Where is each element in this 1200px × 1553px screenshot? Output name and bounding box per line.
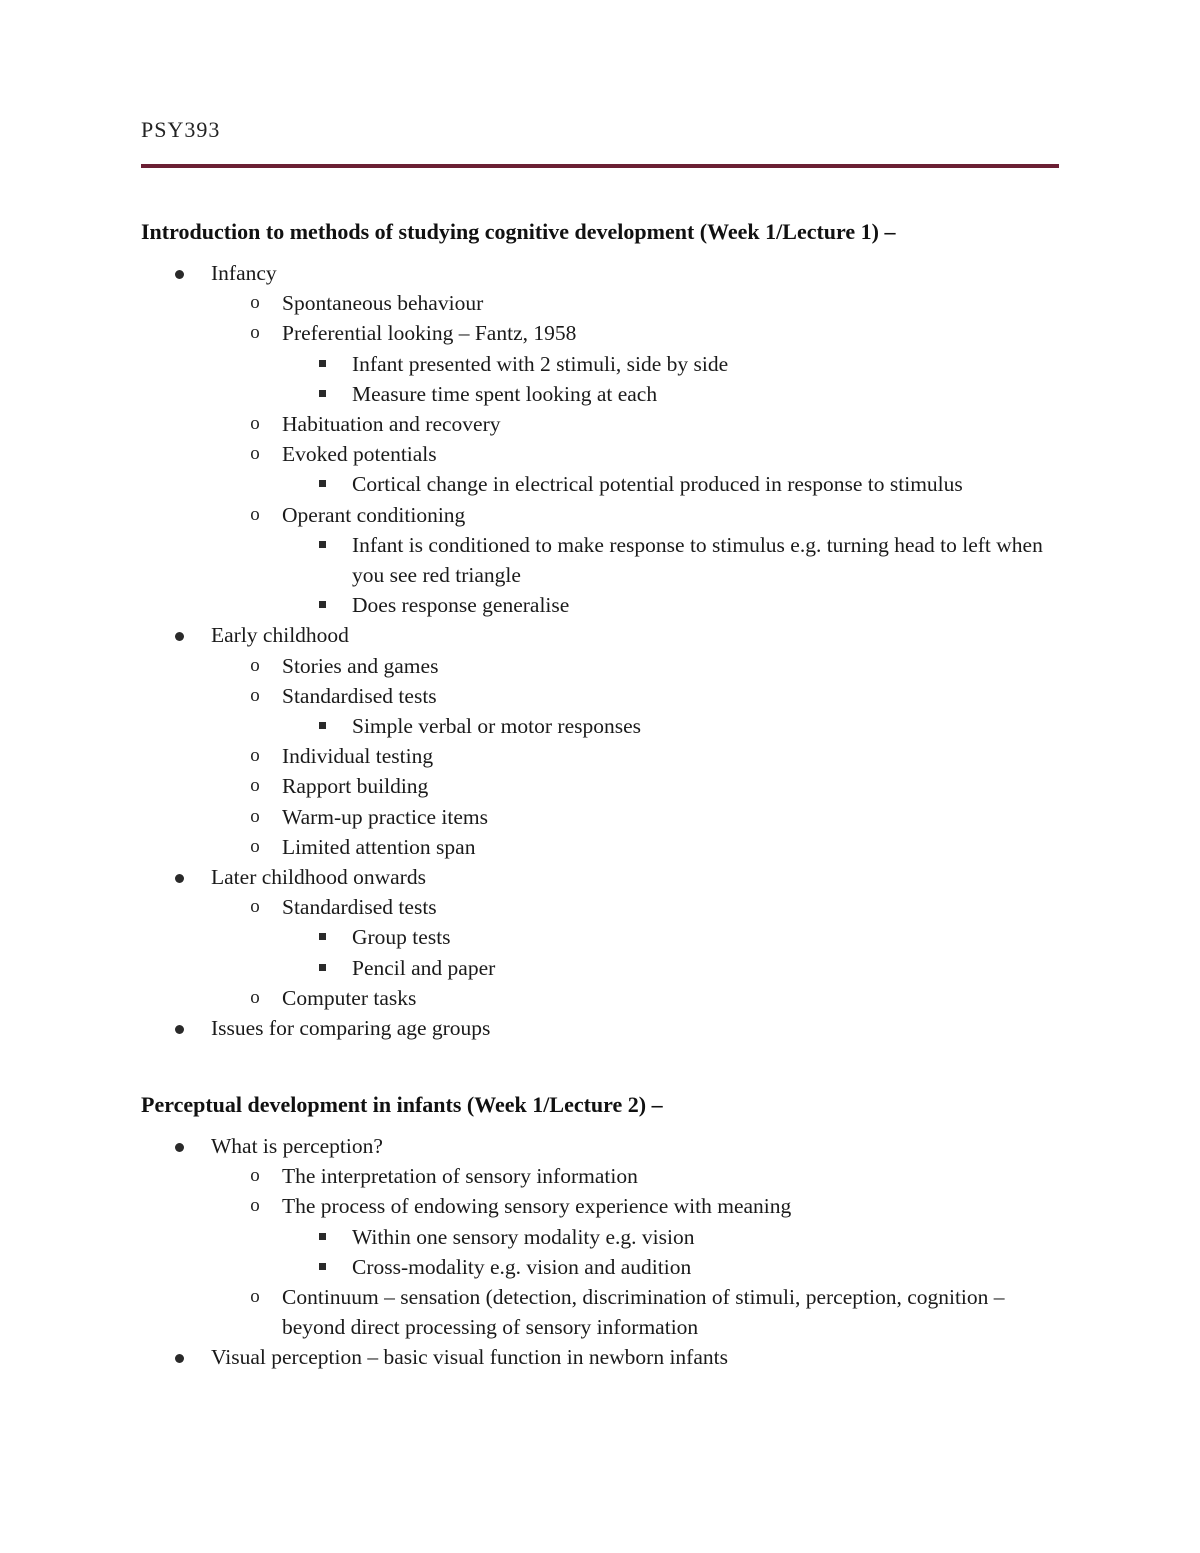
bullet-circle-icon: o: [250, 322, 260, 344]
list-item-text: Individual testing: [282, 744, 434, 769]
bullet-square-icon: [319, 1263, 326, 1270]
list-item-text: Habituation and recovery: [282, 412, 501, 437]
bullet-square-icon: [319, 360, 326, 367]
bullet-square-icon: [319, 1233, 326, 1240]
section-heading-week1-lecture2: Perceptual development in infants (Week 1/Lecture 2) –: [141, 1092, 663, 1117]
bullet-square-icon: [319, 601, 326, 608]
bullet-circle-icon: o: [250, 684, 260, 706]
bullet-circle-icon: o: [250, 1165, 260, 1187]
list-item: [0, 409, 1200, 439]
bullet-circle-icon: o: [250, 292, 260, 314]
list-item-text: Operant conditioning: [282, 502, 466, 527]
bullet-square-icon: [319, 541, 326, 548]
list-item: [0, 802, 1200, 832]
course-code: PSY393: [141, 117, 221, 142]
list-item: [0, 1342, 1200, 1372]
bullet-disc-icon: [175, 874, 184, 883]
list-item-text: Infant presented with 2 stimuli, side by side: [352, 351, 729, 376]
bullet-circle-icon: o: [250, 775, 260, 797]
list-item-text: Within one sensory modality e.g. vision: [352, 1224, 695, 1249]
list-item-text: Infant is conditioned to make response to stimulus e.g. turning head to left when you see red triangle: [352, 532, 1043, 588]
list-item: [0, 1161, 1200, 1191]
bullet-square-icon: [319, 964, 326, 971]
bullet-square-icon: [319, 480, 326, 487]
list-item-text: Group tests: [352, 925, 451, 950]
list-item-text: Limited attention span: [282, 834, 476, 859]
bullet-circle-icon: o: [250, 503, 260, 525]
bullet-circle-icon: o: [250, 745, 260, 767]
list-item-text: The process of endowing sensory experience with meaning: [282, 1194, 792, 1219]
bullet-circle-icon: o: [250, 413, 260, 435]
list-item-text: Preferential looking – Fantz, 1958: [282, 321, 577, 346]
bullet-square-icon: [319, 390, 326, 397]
bullet-disc-icon: [175, 1025, 184, 1034]
list-item-text: Spontaneous behaviour: [282, 291, 484, 316]
bullet-circle-icon: o: [250, 986, 260, 1008]
list-item: [0, 1013, 1200, 1043]
list-item: [0, 590, 1200, 620]
bullet-circle-icon: o: [250, 1286, 260, 1308]
bullet-disc-icon: [175, 632, 184, 641]
list-item: [0, 1191, 1200, 1221]
section-heading-week1-lecture1: Introduction to methods of studying cognitive development (Week 1/Lecture 1) –: [141, 219, 896, 244]
list-item-text: Pencil and paper: [352, 955, 496, 980]
list-item: [0, 1282, 1200, 1342]
list-item-text: The interpretation of sensory information: [282, 1164, 638, 1189]
list-item: [0, 258, 1200, 288]
bullet-square-icon: [319, 933, 326, 940]
list-item: [0, 651, 1200, 681]
list-item-text: Cross-modality e.g. vision and audition: [352, 1254, 692, 1279]
list-item-text: Standardised tests: [282, 895, 437, 920]
list-item: [0, 832, 1200, 862]
list-item: [0, 1131, 1200, 1161]
list-item-text: Infancy: [211, 261, 277, 285]
list-item-text: Simple verbal or motor responses: [352, 714, 642, 739]
list-item: [0, 862, 1200, 892]
list-item: [0, 983, 1200, 1013]
bullet-circle-icon: o: [250, 835, 260, 857]
list-item-text: Later childhood onwards: [211, 865, 426, 890]
bullet-disc-icon: [175, 1354, 184, 1363]
bullet-square-icon: [319, 722, 326, 729]
list-item-text: Visual perception – basic visual function in newborn infants: [211, 1345, 728, 1370]
list-item-text: What is perception?: [211, 1134, 383, 1158]
list-item-text: Does response generalise: [352, 593, 570, 618]
list-item-text: Rapport building: [282, 774, 429, 799]
list-item: [0, 379, 1200, 409]
list-item: [0, 288, 1200, 318]
list-item-text: Issues for comparing age groups: [211, 1016, 491, 1041]
list-item-text: Stories and games: [282, 653, 439, 678]
list-item: [0, 530, 1200, 590]
section1-outline: [0, 258, 1200, 1043]
list-item: [0, 771, 1200, 801]
list-item-text: Measure time spent looking at each: [352, 381, 658, 406]
list-item: [0, 1222, 1200, 1252]
header-rule: [141, 164, 1059, 168]
bullet-disc-icon: [175, 270, 184, 279]
list-item-text: Standardised tests: [282, 683, 437, 708]
list-item-text: Cortical change in electrical potential produced in response to stimulus: [352, 472, 963, 497]
list-item: [0, 349, 1200, 379]
list-item: [0, 922, 1200, 952]
list-item: [0, 500, 1200, 530]
list-item-text: Computer tasks: [282, 985, 417, 1010]
bullet-circle-icon: o: [250, 896, 260, 918]
list-item: [0, 711, 1200, 741]
list-item: [0, 681, 1200, 711]
bullet-circle-icon: o: [250, 1195, 260, 1217]
bullet-circle-icon: o: [250, 805, 260, 827]
list-item: [0, 439, 1200, 469]
list-item-text: Warm-up practice items: [282, 804, 489, 829]
list-item: [0, 318, 1200, 348]
bullet-disc-icon: [175, 1143, 184, 1152]
section2-outline: [0, 1131, 1200, 1373]
list-item: [0, 469, 1200, 499]
list-item: [0, 892, 1200, 922]
bullet-circle-icon: o: [250, 443, 260, 465]
bullet-circle-icon: o: [250, 654, 260, 676]
list-item: [0, 620, 1200, 650]
list-item-text: Early childhood: [211, 623, 349, 648]
list-item: [0, 1252, 1200, 1282]
list-item-text: Evoked potentials: [282, 442, 437, 467]
list-item: [0, 953, 1200, 983]
list-item: [0, 741, 1200, 771]
list-item-text: Continuum – sensation (detection, discrimination of stimuli, perception, cognition – beyond direct processing of sensory information: [282, 1285, 1005, 1340]
